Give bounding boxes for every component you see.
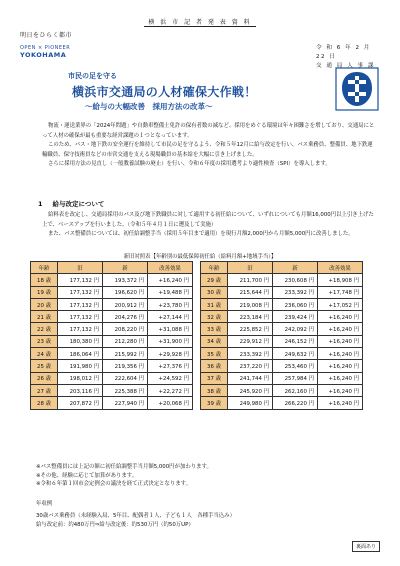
table-row [201,311,363,323]
cell-age: 20 歳 [31,298,58,310]
table-header-row [31,262,193,274]
table-row [201,323,363,335]
table-row [31,298,193,310]
cell-new-salary: 212,280 円 [103,335,148,347]
cell-improvement: +16,240 円 [318,384,363,396]
cell-improvement: +17,052 円 [318,298,363,310]
section-body [42,211,378,240]
cell-new-salary: 266,220 円 [273,397,318,409]
column-header-old: 旧 [58,262,103,274]
example-heading: 年収例 [36,501,53,507]
cell-age: 37 歳 [201,372,228,384]
cell-improvement: +27,144 円 [148,311,193,323]
cell-improvement: +16,240 円 [148,274,193,286]
cell-new-salary: 227,940 円 [103,397,148,409]
column-header-age: 年齢 [201,262,228,274]
cell-improvement: +19,488 円 [148,286,193,298]
table-row [31,372,193,384]
note-item: ※バス整備員には上記の額に初任給調整手当月額5,000円が加わります。 [36,464,212,470]
cell-old-salary: 237,220 円 [228,360,273,372]
column-header-old: 旧 [228,262,273,274]
salary-table-right [200,261,363,410]
cell-improvement: +31,088 円 [148,323,193,335]
table-row [201,384,363,396]
cell-new-salary: 239,424 円 [273,311,318,323]
table-row [31,397,193,409]
cell-old-salary: 245,920 円 [228,384,273,396]
column-header-new: 新 [103,262,148,274]
cell-improvement: +16,240 円 [318,335,363,347]
cell-age: 36 歳 [201,360,228,372]
table-row [201,274,363,286]
intro-paragraph: さらに採用方法の見直し（一般教養試験の廃止）を行い、令和６年度の採用選考より適性検査（SPI）を導入します。 [48,161,331,168]
cell-old-salary: 191,980 円 [58,360,103,372]
income-example [36,500,235,529]
cell-age: 30 歳 [201,286,228,298]
cell-old-salary: 186,064 円 [58,348,103,360]
cell-new-salary: 196,620 円 [103,286,148,298]
cell-old-salary: 177,132 円 [58,286,103,298]
cell-age: 35 歳 [201,348,228,360]
city-logo [20,30,140,59]
cell-new-salary: 253,460 円 [273,360,318,372]
cell-new-salary: 225,388 円 [103,384,148,396]
cell-new-salary: 242,092 円 [273,323,318,335]
cell-age: 23 歳 [31,335,58,347]
cell-old-salary: 215,644 円 [228,286,273,298]
section-heading [38,199,104,208]
note-item: ※その他、経験に応じて加算があります。 [36,472,138,479]
section-paragraph: 給料表を改定し、交通局採用のバス及び地下鉄職員に対して適用する初任給について、いずれについても月額16,000円以上引き上げた上で、ベースアップを行いました。（令和５年４月１日に遡及して実施） [42,212,374,228]
cell-improvement: +16,240 円 [318,372,363,384]
logo-tagline: 明日をひらく都市 [20,32,73,39]
document-type-title: 横 浜 市 記 者 発 表 資 料 [148,19,252,26]
column-header-new: 新 [273,262,318,274]
cell-old-salary: 241,744 円 [228,372,273,384]
cell-improvement: +16,240 円 [318,397,363,409]
cell-new-salary: 230,608 円 [273,274,318,286]
logo-yokohama: YOKOHAMA [20,51,67,59]
cell-age: 24 歳 [31,348,58,360]
cell-old-salary: 219,008 円 [228,298,273,310]
column-header-age: 年齢 [31,262,58,274]
cell-improvement: +16,240 円 [318,348,363,360]
table-row [31,286,193,298]
cell-improvement: +29,928 円 [148,348,193,360]
cell-age: 31 歳 [201,298,228,310]
cell-old-salary: 177,132 円 [58,298,103,310]
cell-old-salary: 211,700 円 [228,274,273,286]
cell-new-salary: 200,912 円 [103,298,148,310]
table-row [201,335,363,347]
cell-new-salary: 193,372 円 [103,274,148,286]
cell-old-salary: 229,912 円 [228,335,273,347]
cell-new-salary: 249,632 円 [273,348,318,360]
headline-kicker: 市民の足を守る [68,72,117,80]
cell-old-salary: 225,852 円 [228,323,273,335]
table-row [201,286,363,298]
cell-age: 27 歳 [31,384,58,396]
cell-old-salary: 249,980 円 [228,397,273,409]
example-result: 給与改定前：約480万円⇒給与改定後：約530万円（約50万UP） [36,521,194,528]
intro-paragraph: 物流・運送業界の「2024年問題」や自動車整備士免許の保有者数の減など、採用をめぐる環境は年々困難さを増しており、交通局にとって人材の確保が最も重要な経営課題の１つとなっています。 [42,123,375,139]
cell-old-salary: 177,132 円 [58,323,103,335]
table-row [31,384,193,396]
example-profile: 30歳バス乗務員（未経験入局、5年目、配偶者１人、子ども１人 各種手当込み） [36,512,235,519]
cell-new-salary: 262,160 円 [273,384,318,396]
section-paragraph: また、バス整備員については、初任給調整手当（採用５年目まで適用）を現行月額2,000円から月額5,000円に改善しました。 [48,231,354,238]
table-notes [36,463,212,489]
cell-improvement: +16,240 円 [318,323,363,335]
cell-age: 26 歳 [31,372,58,384]
cell-age: 29 歳 [201,274,228,286]
table-row [31,348,193,360]
cell-new-salary: 208,220 円 [103,323,148,335]
issuing-department: 交 通 局 人 事 課 [316,63,375,69]
table-row [31,360,193,372]
cell-improvement: +18,908 円 [318,274,363,286]
city-emblem-icon [334,66,380,112]
cell-improvement: +31,900 円 [148,335,193,347]
cell-improvement: +20,068 円 [148,397,193,409]
cell-new-salary: 236,060 円 [273,298,318,310]
cell-old-salary: 177,132 円 [58,311,103,323]
cell-new-salary: 246,152 円 [273,335,318,347]
table-row [31,335,193,347]
cell-old-salary: 233,392 円 [228,348,273,360]
cell-age: 34 歳 [201,335,228,347]
cell-improvement: +23,780 円 [148,298,193,310]
cell-improvement: +16,240 円 [318,311,363,323]
cell-age: 22 歳 [31,323,58,335]
table-header-row [201,262,363,274]
salary-table-left [30,261,193,410]
cell-new-salary: 233,392 円 [273,286,318,298]
cell-new-salary: 215,992 円 [103,348,148,360]
table-row [31,311,193,323]
cell-improvement: +17,748 円 [318,286,363,298]
cell-old-salary: 180,380 円 [58,335,103,347]
cell-age: 21 歳 [31,311,58,323]
cell-improvement: +27,376 円 [148,360,193,372]
cell-new-salary: 222,604 円 [103,372,148,384]
table-row [201,397,363,409]
cell-new-salary: 219,356 円 [103,360,148,372]
table-row [201,298,363,310]
cell-improvement: +22,272 円 [148,384,193,396]
cell-age: 18 歳 [31,274,58,286]
cell-new-salary: 204,276 円 [103,311,148,323]
table-row [201,348,363,360]
cell-age: 38 歳 [201,384,228,396]
cell-new-salary: 257,984 円 [273,372,318,384]
intro-paragraph: このため、バス・地下鉄の安全運行を維持して市民の足を守るよう、令和５年12月に給与改定を行い、バス乗務員、整備員、地下鉄運輸職員、保守技術員などの市営交通を支える現場職員の基本給を大幅に引き上げました。 [42,142,373,158]
cell-age: 32 歳 [201,311,228,323]
section-number: 1 [38,200,43,208]
table-row [31,274,193,286]
intro-text [42,122,378,170]
cell-improvement: +16,240 円 [318,360,363,372]
note-item: ※令和６年第１回市会定例会の議決を経て正式決定となります。 [36,481,192,488]
column-header-effect: 改善効果 [148,262,193,274]
cell-old-salary: 198,012 円 [58,372,103,384]
logo-open-pioneer: OPEN × PIONEER [20,45,71,51]
cell-old-salary: 207,872 円 [58,397,103,409]
cell-age: 39 歳 [201,397,228,409]
table-title: 新旧対照表【年齢別の最低保障初任給（給料月額+地域手当）】 [123,254,277,260]
table-row [201,360,363,372]
column-header-effect: 改善効果 [318,262,363,274]
table-row [201,372,363,384]
headline-title: 横浜市交通局の人材確保大作戦！ [72,85,257,99]
cell-age: 33 歳 [201,323,228,335]
cell-age: 25 歳 [31,360,58,372]
headline-subtitle: ～給与の大幅改善 採用方法の改革～ [85,102,213,111]
section-title: 給与改定について [52,200,105,208]
cell-age: 28 歳 [31,397,58,409]
cell-age: 19 歳 [31,286,58,298]
cell-old-salary: 223,184 円 [228,311,273,323]
back-side-note: 裏面あり [352,541,380,552]
cell-old-salary: 203,116 円 [58,384,103,396]
issue-date: 令 和 6 年 2 月 22 日 [316,45,371,60]
cell-old-salary: 177,132 円 [58,274,103,286]
title-underline [144,26,256,27]
table-row [31,323,193,335]
cell-improvement: +24,592 円 [148,372,193,384]
